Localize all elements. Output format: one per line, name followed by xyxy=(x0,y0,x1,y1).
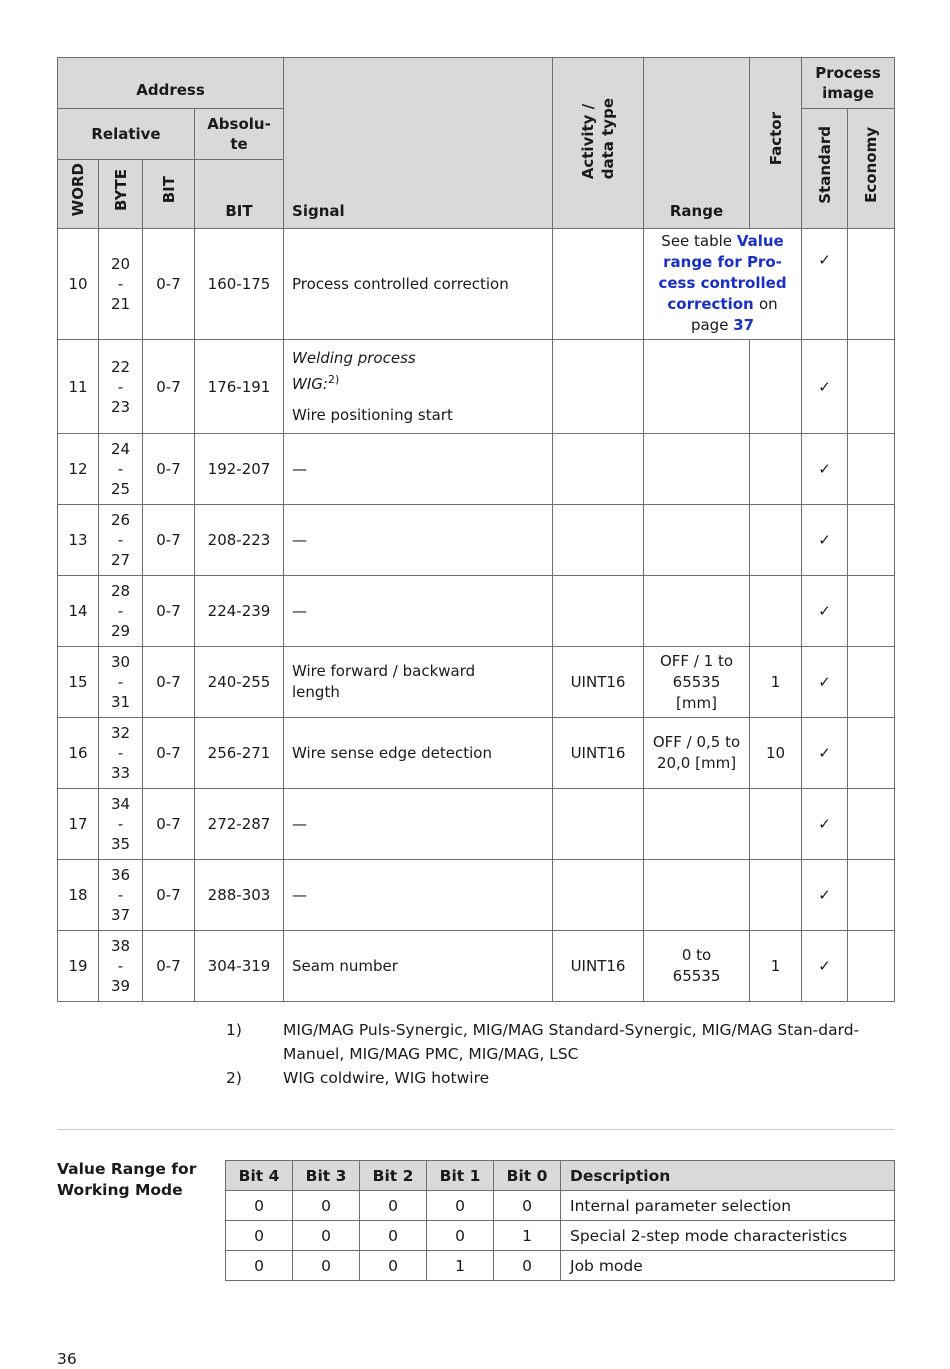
page-number: 36 xyxy=(57,1350,77,1368)
footnote-1 xyxy=(226,1018,896,1068)
cell-signal: — xyxy=(284,789,553,860)
table-row xyxy=(58,434,895,505)
cell-word: 12 xyxy=(58,434,99,505)
cell-signal: — xyxy=(284,505,553,576)
byte-start: 38 xyxy=(110,937,131,955)
byte-sep: - xyxy=(117,815,124,833)
cell-range xyxy=(644,860,750,931)
byte-start: 26 xyxy=(110,511,131,529)
cell-activity xyxy=(553,789,644,860)
table-cell: 0 xyxy=(427,1221,494,1251)
cell-byte xyxy=(99,229,143,340)
range-see-table: See table xyxy=(661,232,733,250)
cell-abs-bit: 256-271 xyxy=(195,718,284,789)
cell-word: 11 xyxy=(58,340,99,434)
cell-byte xyxy=(99,718,143,789)
header-process-image: Process image xyxy=(802,58,895,109)
link-text-2: range for Pro- xyxy=(663,253,782,271)
byte-sep: - xyxy=(117,531,124,549)
cell-economy xyxy=(848,229,895,340)
working-mode-table xyxy=(225,1160,895,1281)
cell-bit: 0-7 xyxy=(143,576,195,647)
cell-economy xyxy=(848,340,895,434)
cell-economy xyxy=(848,434,895,505)
cell-factor xyxy=(750,576,802,647)
range-text: OFF / 0,5 to 20,0 [mm] xyxy=(652,733,741,772)
cell-abs-bit: 304-319 xyxy=(195,931,284,1002)
cell-byte xyxy=(99,860,143,931)
cell-byte xyxy=(99,576,143,647)
cell-signal: — xyxy=(284,860,553,931)
header-byte xyxy=(99,160,143,229)
header-factor xyxy=(750,58,802,229)
byte-start: 32 xyxy=(110,724,131,742)
cell-byte xyxy=(99,505,143,576)
cell-signal: — xyxy=(284,434,553,505)
cell-byte xyxy=(99,340,143,434)
byte-sep: - xyxy=(117,957,124,975)
cell-signal: Seam number xyxy=(284,931,553,1002)
cell-bit: 0-7 xyxy=(143,789,195,860)
cell-standard: ✓ xyxy=(802,340,848,434)
table-cell: 1 xyxy=(427,1251,494,1281)
byte-sep: - xyxy=(117,602,124,620)
table-row xyxy=(58,340,895,434)
cell-word: 16 xyxy=(58,718,99,789)
table-row xyxy=(58,576,895,647)
byte-sep: - xyxy=(117,460,124,478)
byte-start: 22 xyxy=(110,357,131,376)
cell-byte xyxy=(99,647,143,718)
byte-sep: - xyxy=(117,377,124,396)
range-on: on xyxy=(758,295,778,313)
cell-activity xyxy=(553,576,644,647)
cell-signal xyxy=(284,340,553,434)
table-cell: 0 xyxy=(494,1251,561,1281)
table-cell: 0 xyxy=(360,1251,427,1281)
byte-end: 31 xyxy=(110,693,131,711)
byte-end: 29 xyxy=(110,622,131,640)
column-header: Bit 3 xyxy=(293,1161,360,1191)
cell-activity: UINT16 xyxy=(553,718,644,789)
cell-byte xyxy=(99,789,143,860)
link-text-1: Value xyxy=(736,232,784,250)
cell-activity: UINT16 xyxy=(553,647,644,718)
cell-word: 17 xyxy=(58,789,99,860)
header-activity-label: Activity / data type xyxy=(579,98,618,180)
cell-bit: 0-7 xyxy=(143,647,195,718)
cell-standard: ✓ xyxy=(802,576,848,647)
table-cell: Job mode xyxy=(561,1251,895,1281)
range-text: 0 to 65535 xyxy=(672,946,721,985)
table-row xyxy=(58,647,895,718)
table-cell: 0 xyxy=(427,1191,494,1221)
cell-factor: 1 xyxy=(750,647,802,718)
table-cell: 0 xyxy=(360,1221,427,1251)
cell-bit: 0-7 xyxy=(143,860,195,931)
byte-sep: - xyxy=(117,275,124,293)
table-cell: 0 xyxy=(226,1251,293,1281)
range-text: OFF / 1 to 65535 [mm] xyxy=(660,651,734,712)
header-standard xyxy=(802,109,848,229)
table-row xyxy=(226,1221,895,1251)
page-link[interactable]: 37 xyxy=(733,316,755,334)
cell-range xyxy=(644,340,750,434)
cell-abs-bit: 288-303 xyxy=(195,860,284,931)
table-row xyxy=(58,860,895,931)
cell-standard: ✓ xyxy=(802,229,848,340)
cell-word: 18 xyxy=(58,860,99,931)
cell-standard: ✓ xyxy=(802,789,848,860)
footnote-1-number: 1) xyxy=(226,1021,242,1039)
range-page: page xyxy=(690,316,729,334)
section-divider xyxy=(57,1129,894,1130)
table-row xyxy=(58,931,895,1002)
cell-range xyxy=(644,718,750,789)
cell-factor xyxy=(750,340,802,434)
byte-sep: - xyxy=(117,744,124,762)
header-abs-bit: BIT xyxy=(195,160,284,229)
cell-range xyxy=(644,434,750,505)
header-economy xyxy=(848,109,895,229)
link-text-4: correction xyxy=(667,295,754,313)
link-text-3: cess controlled xyxy=(658,274,787,292)
cell-bit: 0-7 xyxy=(143,931,195,1002)
header-relative: Relative xyxy=(58,109,195,160)
working-mode-heading: Value Range for Working Mode xyxy=(57,1160,197,1199)
cell-word: 15 xyxy=(58,647,99,718)
cell-factor: 1 xyxy=(750,931,802,1002)
cell-signal: — xyxy=(284,576,553,647)
footnote-2-number: 2) xyxy=(226,1069,242,1087)
signal-text: Wire forward / backward length xyxy=(292,662,476,701)
column-header: Description xyxy=(561,1161,895,1191)
header-bit xyxy=(143,160,195,229)
cell-byte xyxy=(99,931,143,1002)
byte-sep: - xyxy=(117,886,124,904)
table-cell: 0 xyxy=(360,1191,427,1221)
cell-word: 13 xyxy=(58,505,99,576)
cell-range xyxy=(644,505,750,576)
byte-start: 34 xyxy=(110,795,131,813)
cell-abs-bit: 208-223 xyxy=(195,505,284,576)
cell-activity xyxy=(553,860,644,931)
cell-signal xyxy=(284,647,553,718)
cell-range xyxy=(644,647,750,718)
cell-bit: 0-7 xyxy=(143,505,195,576)
cell-factor xyxy=(750,505,802,576)
byte-start: 20 xyxy=(110,255,131,273)
cell-activity xyxy=(553,434,644,505)
cell-activity xyxy=(553,505,644,576)
byte-end: 39 xyxy=(110,977,131,995)
cell-standard: ✓ xyxy=(802,505,848,576)
footnote-ref: 2) xyxy=(327,373,340,386)
table-row xyxy=(226,1191,895,1221)
footnote-1-text: MIG/MAG Puls-Synergic, MIG/MAG Standard-Synergic, MIG/MAG Stan-dard-Manuel, MIG/MAG PMC, MIG/MAG, LSC xyxy=(283,1021,860,1063)
cell-economy xyxy=(848,647,895,718)
header-absolute: Absolu- te xyxy=(195,109,284,160)
header-factor-label: Factor xyxy=(766,112,785,166)
table-cell: Special 2-step mode characteristics xyxy=(561,1221,895,1251)
byte-end: 33 xyxy=(110,764,131,782)
byte-end: 25 xyxy=(110,480,131,498)
cell-standard: ✓ xyxy=(802,718,848,789)
header-standard-label: Standard xyxy=(815,125,834,204)
cell-bit: 0-7 xyxy=(143,718,195,789)
header-byte-label: BYTE xyxy=(111,169,130,211)
cell-factor xyxy=(750,789,802,860)
table-cell: 0 xyxy=(293,1221,360,1251)
cell-factor xyxy=(750,860,802,931)
cell-activity: UINT16 xyxy=(553,931,644,1002)
cell-standard: ✓ xyxy=(802,931,848,1002)
table-cell: 0 xyxy=(293,1251,360,1281)
column-header: Bit 2 xyxy=(360,1161,427,1191)
table-row xyxy=(58,505,895,576)
cell-standard: ✓ xyxy=(802,434,848,505)
cell-standard: ✓ xyxy=(802,860,848,931)
header-signal: Signal xyxy=(284,58,553,229)
table-row xyxy=(58,229,895,340)
column-header: Bit 1 xyxy=(427,1161,494,1191)
byte-sep: - xyxy=(117,673,124,691)
table-cell: 1 xyxy=(494,1221,561,1251)
signal-table xyxy=(57,57,895,1002)
table-cell: 0 xyxy=(226,1191,293,1221)
cell-abs-bit: 272-287 xyxy=(195,789,284,860)
cell-word: 10 xyxy=(58,229,99,340)
cell-byte xyxy=(99,434,143,505)
cell-economy xyxy=(848,505,895,576)
cell-word: 14 xyxy=(58,576,99,647)
table-row xyxy=(226,1251,895,1281)
header-economy-label: Economy xyxy=(862,126,881,203)
cell-signal: Process controlled correction xyxy=(284,229,553,340)
cell-range xyxy=(644,789,750,860)
footnote-2 xyxy=(226,1066,896,1092)
byte-start: 28 xyxy=(110,582,131,600)
table-cell: Internal parameter selection xyxy=(561,1191,895,1221)
table-row xyxy=(58,718,895,789)
cell-abs-bit: 240-255 xyxy=(195,647,284,718)
header-activity xyxy=(553,58,644,229)
cell-abs-bit: 224-239 xyxy=(195,576,284,647)
cell-range xyxy=(644,229,802,340)
signal-process-label xyxy=(292,347,442,395)
cell-economy xyxy=(848,860,895,931)
header-word-label: WORD xyxy=(69,163,87,217)
cell-economy xyxy=(848,718,895,789)
footnote-2-text: WIG coldwire, WIG hotwire xyxy=(283,1069,490,1087)
cell-economy xyxy=(848,789,895,860)
header-bit-label: BIT xyxy=(159,176,178,204)
table-row xyxy=(58,789,895,860)
byte-end: 27 xyxy=(110,551,131,569)
table-cell: 0 xyxy=(494,1191,561,1221)
cell-abs-bit: 160-175 xyxy=(195,229,284,340)
cell-factor xyxy=(750,434,802,505)
signal-text: Wire positioning start xyxy=(292,406,453,424)
cell-word: 19 xyxy=(58,931,99,1002)
table-cell: 0 xyxy=(226,1221,293,1251)
cell-abs-bit: 176-191 xyxy=(195,340,284,434)
column-header: Bit 0 xyxy=(494,1161,561,1191)
header-address: Address xyxy=(58,58,284,109)
cell-signal: Wire sense edge detection xyxy=(284,718,553,789)
column-header: Bit 4 xyxy=(226,1161,293,1191)
cell-economy xyxy=(848,931,895,1002)
cell-bit: 0-7 xyxy=(143,434,195,505)
cell-factor: 10 xyxy=(750,718,802,789)
byte-end: 23 xyxy=(110,397,131,416)
byte-end: 37 xyxy=(110,906,131,924)
header-word xyxy=(58,160,99,229)
cell-abs-bit: 192-207 xyxy=(195,434,284,505)
signal-italic-text: Welding process WIG: xyxy=(292,349,416,393)
cell-range xyxy=(644,576,750,647)
byte-end: 35 xyxy=(110,835,131,853)
byte-start: 36 xyxy=(110,866,131,884)
byte-start: 30 xyxy=(110,653,131,671)
cell-standard: ✓ xyxy=(802,647,848,718)
cell-range xyxy=(644,931,750,1002)
cell-bit: 0-7 xyxy=(143,340,195,434)
byte-end: 21 xyxy=(110,295,131,313)
cell-bit: 0-7 xyxy=(143,229,195,340)
cell-activity xyxy=(553,229,644,340)
cell-activity xyxy=(553,340,644,434)
table-header-row xyxy=(226,1161,895,1191)
byte-start: 24 xyxy=(110,440,131,458)
cell-economy xyxy=(848,576,895,647)
table-cell: 0 xyxy=(293,1191,360,1221)
header-range: Range xyxy=(644,58,750,229)
